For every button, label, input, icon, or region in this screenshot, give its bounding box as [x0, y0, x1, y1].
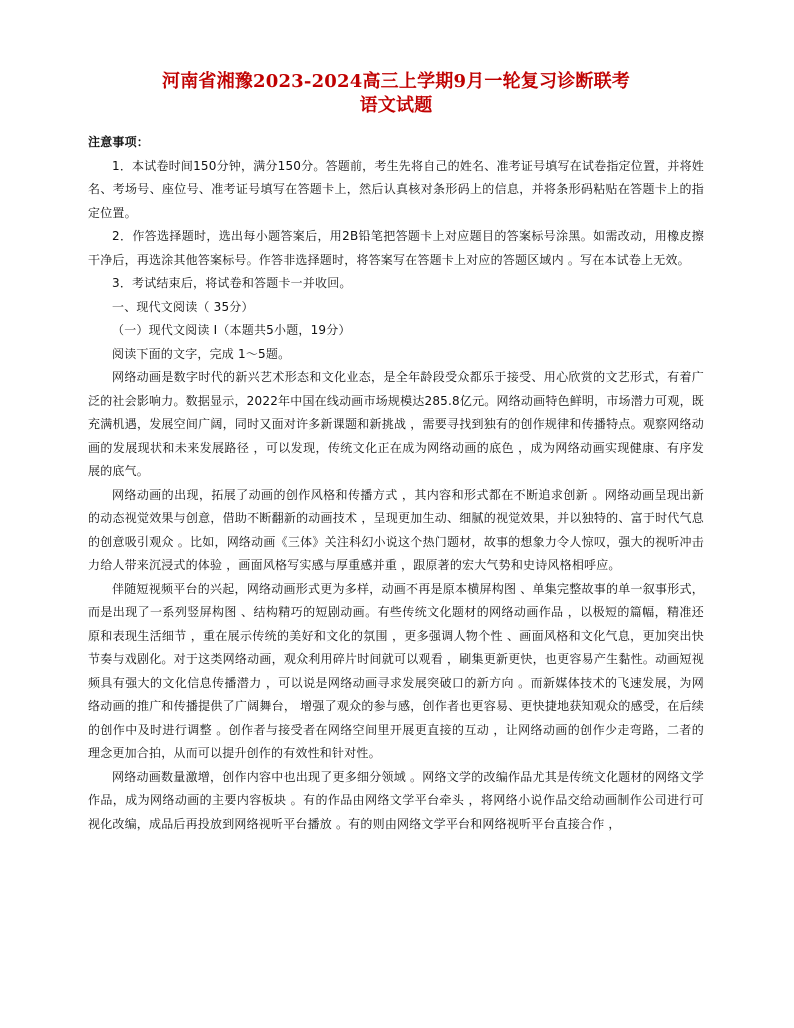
passage-paragraph: 伴随短视频平台的兴起，网络动画形式更为多样，动画不再是原本横屏构图 、单集完整故事的单一叙事形式，而是出现了一系列竖屏构图 、结构精巧的短剧动画。有些传统文化题材的网络动画作品 ，以极短的篇幅，精准还原和表现生活细节 ，重在展示传统的美好和文化的氛围 ，更多强调人物个性 、画面风格和文化气息，更加突出快节奏与戏剧化。对于这类网络动画，观众利用碎片时间就可以观看 ，刷集更新更快，也更容易产生黏性。动画短视频具有强大的文化信息传播潜力 ，可以说是网络动画寻求发展突破口的新方向 。而新媒体技术的飞速发展，为网络动画的推广和传播提供了广阔舞台， 增强了观众的参与感，创作者也更容易、更快捷地获知观众的感受，在后续的创作中及时进行调整 。创作者与接受者在网络空间里开展更直接的互动 ，让网络动画的创作少走弯路，二者的理念更加合拍，从而可以提升创作的有效性和针对性。 [88, 581, 704, 760]
notice-section [88, 131, 704, 296]
passage-paragraph: 网络动画数量激增，创作内容中也出现了更多细分领域 。网络文学的改编作品尤其是传统文化题材的网络文学作品，成为网络动画的主要内容板块 。有的作品由网络文学平台牵头 ，将网络小说作品交给动画制作公司进行可视化改编，成品后再投放到网络视听平台播放 。有的则由网络文学平台和网络视听平台直接合作 ， [88, 769, 704, 831]
exam-title-line-2: 语文试题 [359, 95, 433, 116]
exam-title-line-1: 河南省湘豫2023-2024高三上学期9月一轮复习诊断联考 [162, 71, 630, 92]
exam-title [88, 70, 704, 118]
notice-heading: 注意事项： [88, 135, 150, 149]
notice-item: 1．本试卷时间150分钟，满分150分。答题前，考生先将自己的姓名、准考证号填写在试卷指定位置，并将姓名、考场号、座位号、准考证号填写在答题卡上，然后认真核对条形码上的信息，并将条形码粘贴在答题卡上的指定位置。 [88, 158, 704, 220]
section-instruction: 阅读下面的文字，完成 1～5题。 [112, 346, 291, 361]
reading-section [88, 296, 704, 837]
passage-paragraph: 网络动画的出现，拓展了动画的创作风格和传播方式 ，其内容和形式都在不断追求创新 。网络动画呈现出新的动态视觉效果与创意，借助不断翻新的动画技术 ，呈现更加生动、细腻的视觉效果，并以独特的、富于时代气息的创意吸引观众 。比如，网络动画《三体》关注科幻小说这个热门题材，故事的想象力令人惊叹，强大的视听冲击力给人带来沉浸式的体验 ，画面风格写实感与厚重感并重 ，跟原著的宏大气势和史诗风格相呼应。 [88, 487, 704, 572]
section-heading: 一、现代文阅读（ 35分） [112, 299, 254, 314]
section-subheading: （一）现代文阅读 I（本题共5小题，19分） [112, 323, 351, 337]
notice-item: 2．作答选择题时，选出每小题答案后，用2B铅笔把答题卡上对应题目的答案标号涂黑。如需改动，用橡皮擦干净后，再选涂其他答案标号。作答非选择题时，将答案写在答题卡上对应的答题区域内 。写在本试卷上无效。 [88, 229, 704, 267]
notice-item: 3．考试结束后，将试卷和答题卡一并收回。 [112, 276, 352, 290]
passage-paragraph: 网络动画是数字时代的新兴艺术形态和文化业态，是全年龄段受众都乐于接受、用心欣赏的文艺形式，有着广泛的社会影响力。数据显示，2022年中国在线动画市场规模达285.8亿元。网络动画特色鲜明，市场潜力可观，既充满机遇，发展空间广阔，同时又面对许多新课题和新挑战 ，需要寻找到独有的创作规律和传播特点。观察网络动画的发展现状和未来发展路径 ，可以发现，传统文化正在成为网络动画的底色 ，成为网络动画实现健康、有序发展的底气。 [88, 370, 704, 478]
